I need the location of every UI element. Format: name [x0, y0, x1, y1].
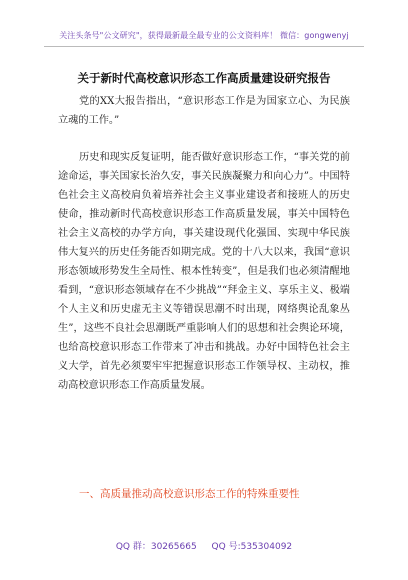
- page-header: 关注头条号"公文研究"，获得最新最全最专业的公文资料库！ 微信：gongwenyj: [59, 31, 349, 40]
- page-footer: [0, 539, 408, 552]
- header-divider: [44, 46, 364, 47]
- footer-qq-group: QQ 群：30265665: [115, 542, 197, 552]
- paragraph-1: 党的XX大报告指出，“意识形态工作是为国家立心、为民族立魂的工作。”: [58, 96, 350, 126]
- section-heading: 一、高质量推动高校意识形态工作的特殊重要性: [79, 488, 300, 500]
- document-title: 关于新时代高校意识形态工作高质量建设研究报告: [77, 71, 331, 85]
- paragraph-2: 历史和现实反复证明，能否做好意识形态工作，“事关党的前途命运，事关国家长治久安，事关民族凝聚力和向心力”。中国特色社会主义高校肩负着培养社会主义事业建设者和接班人的历史使命，推动新时代高校意识形态工作高质量发展，事关中国特色社会主义高校的办学方向，事关建设现代化强国、实现中华民族伟大复兴的历史任务能否如期完成。党的十八大以来，我国“意识形态领域形势发生全局性、根本性转变”，但是我们也必须清醒地看到，“意识形态领域存在不少挑战”“拜金主义、享乐主义、极端个人主义和历史虚无主义等错误思潮不时出现，网络舆论乱象丛生”，这些不良社会思潮既严重影响人们的思想和社会舆论环境，也给高校意识形态工作带来了冲击和挑战。办好中国特色社会主义大学，首先必须要牢牢把握意识形态工作领导权、主动权，推动高校意识形态工作高质量发展。: [58, 152, 350, 391]
- footer-qq-number: QQ 号:535304092: [211, 542, 293, 552]
